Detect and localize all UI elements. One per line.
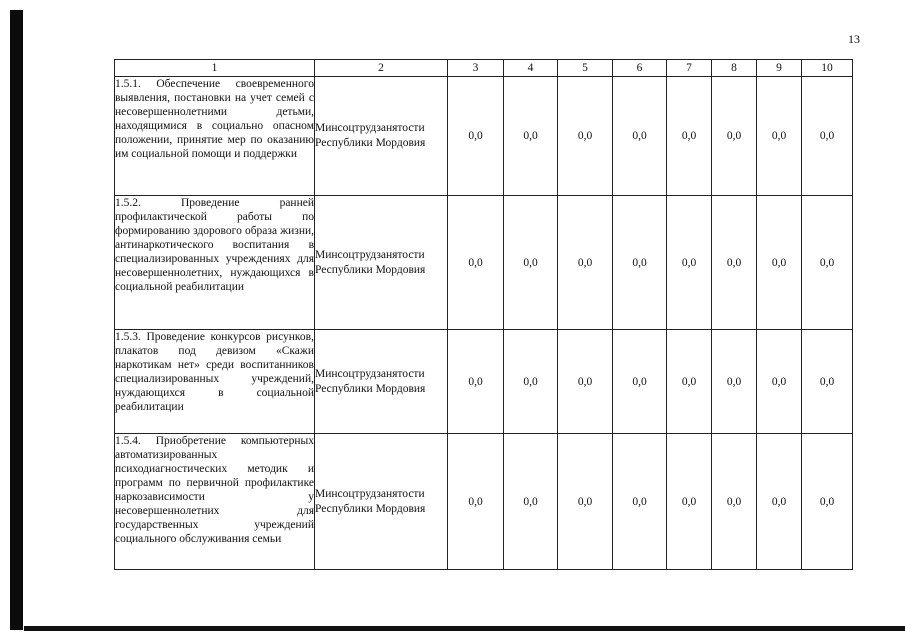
- value-cell: 0,0: [613, 434, 667, 570]
- column-header: 5: [558, 60, 613, 77]
- column-header: 1: [115, 60, 315, 77]
- value-cell: 0,0: [448, 330, 504, 434]
- measure-description: 1.5.3. Проведение конкурсов рисунков, плакатов под девизом «Скажи наркотикам нет» среди воспитанников специализированных учреждений, нуждающихся в социальной реабилитации: [115, 330, 315, 434]
- value-cell: 0,0: [757, 77, 802, 196]
- value-cell: 0,0: [613, 196, 667, 330]
- value-cell: 0,0: [448, 196, 504, 330]
- measure-description: 1.5.1. Обеспечение своевременного выявления, постановки на учет семей с несовершеннолетними детьми, находящимися в социально опасном положении, принятие мер по оказанию им социальной помощи и поддержки: [115, 77, 315, 196]
- value-cell: 0,0: [757, 330, 802, 434]
- value-cell: 0,0: [712, 196, 757, 330]
- table-row: [115, 330, 853, 434]
- column-header: 3: [448, 60, 504, 77]
- column-header: 4: [504, 60, 558, 77]
- column-header: 6: [613, 60, 667, 77]
- column-header: 9: [757, 60, 802, 77]
- value-cell: 0,0: [667, 330, 712, 434]
- value-cell: 0,0: [667, 196, 712, 330]
- executor-cell: Минсоцтрудзанятости Республики Мордовия: [315, 77, 448, 196]
- value-cell: 0,0: [802, 196, 853, 330]
- value-cell: 0,0: [802, 434, 853, 570]
- executor-cell: Минсоцтрудзанятости Республики Мордовия: [315, 330, 448, 434]
- column-header: 8: [712, 60, 757, 77]
- value-cell: 0,0: [504, 330, 558, 434]
- value-cell: 0,0: [448, 77, 504, 196]
- scan-left-edge: [10, 10, 23, 630]
- table-row: [115, 434, 853, 570]
- value-cell: 0,0: [712, 77, 757, 196]
- value-cell: 0,0: [667, 77, 712, 196]
- column-header: 10: [802, 60, 853, 77]
- program-table: [114, 59, 853, 570]
- page-number: 13: [848, 32, 860, 46]
- value-cell: 0,0: [802, 77, 853, 196]
- value-cell: 0,0: [757, 196, 802, 330]
- value-cell: 0,0: [558, 196, 613, 330]
- table-row: [115, 77, 853, 196]
- scan-bottom-edge: [24, 626, 905, 631]
- value-cell: 0,0: [667, 434, 712, 570]
- value-cell: 0,0: [504, 77, 558, 196]
- column-header: 2: [315, 60, 448, 77]
- value-cell: 0,0: [757, 434, 802, 570]
- column-header: 7: [667, 60, 712, 77]
- value-cell: 0,0: [504, 196, 558, 330]
- value-cell: 0,0: [613, 330, 667, 434]
- measure-description: 1.5.4. Приобретение компьютерных автоматизированных психодиагностических методик и программ по первичной профилактике наркозависимости у несовершеннолетних для государственных учреждений социального обслуживания семьи: [115, 434, 315, 570]
- value-cell: 0,0: [558, 77, 613, 196]
- value-cell: 0,0: [448, 434, 504, 570]
- table-row: [115, 196, 853, 330]
- value-cell: 0,0: [558, 330, 613, 434]
- value-cell: 0,0: [802, 330, 853, 434]
- measure-description: 1.5.2. Проведение ранней профилактической работы по формированию здорового образа жизни, антинаркотического воспитания в специализированных учреждениях для несовершеннолетних, нуждающихся в социальной реабилитации: [115, 196, 315, 330]
- executor-cell: Минсоцтрудзанятости Республики Мордовия: [315, 434, 448, 570]
- header-row: [115, 60, 853, 77]
- value-cell: 0,0: [558, 434, 613, 570]
- executor-cell: Минсоцтрудзанятости Республики Мордовия: [315, 196, 448, 330]
- value-cell: 0,0: [712, 330, 757, 434]
- value-cell: 0,0: [613, 77, 667, 196]
- value-cell: 0,0: [504, 434, 558, 570]
- value-cell: 0,0: [712, 434, 757, 570]
